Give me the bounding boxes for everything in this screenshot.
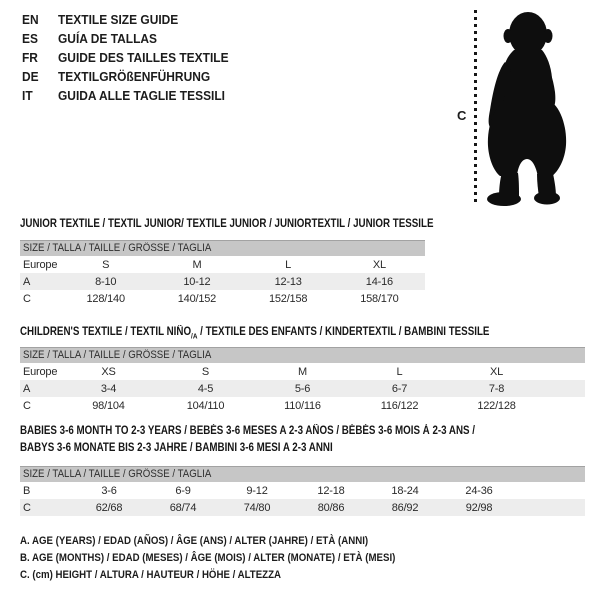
language-label: GUIDE DES TAILLES TEXTILE: [58, 50, 229, 65]
babies-title-line2: BABYS 3-6 MONATE BIS 2-3 JAHRE / BAMBINI 3-6 MESI A 2-3 ANNI: [20, 442, 333, 454]
table-row: [20, 290, 425, 307]
row-label-cell: C: [23, 399, 31, 412]
size-cell: 9-12: [246, 484, 268, 497]
baby-silhouette-icon: [481, 8, 573, 208]
babies-size-table: [20, 466, 585, 516]
size-cell: 12-18: [317, 484, 345, 497]
language-code: DE: [22, 69, 39, 84]
size-cell: 3-6: [101, 484, 117, 497]
footnote-line: [20, 550, 447, 567]
children-table-title: [20, 324, 572, 344]
language-row: [22, 67, 243, 86]
language-row: [22, 10, 243, 29]
footnote-a: A. AGE (YEARS) / EDAD (AÑOS) / ÂGE (ANS) / ALTER (JAHRE) / ETÀ (ANNI): [20, 535, 369, 547]
table-row: [20, 482, 585, 499]
col-header-cell: XL: [489, 365, 504, 378]
language-label: GUIDA ALLE TAGLIE TESSILI: [58, 88, 226, 103]
table-row: [20, 499, 585, 516]
babies-size-grid: [20, 482, 585, 516]
junior-table-title: [20, 216, 506, 233]
size-cell: 86/92: [391, 501, 419, 514]
size-cell: 122/128: [477, 399, 516, 412]
children-size-table: [20, 347, 585, 414]
size-header-bar: [20, 466, 585, 482]
size-cell: 24-36: [465, 484, 493, 497]
row-label-cell: C: [23, 292, 31, 305]
size-header-text: SIZE / TALLA / TAILLE / GRÖSSE / TAGLIA: [23, 468, 212, 480]
col-header-cell: M: [298, 365, 307, 378]
junior-size-grid: [20, 256, 425, 307]
size-header-bar: [20, 347, 585, 363]
size-cell: 14-16: [365, 275, 393, 288]
table-row: [20, 397, 585, 414]
size-cell: 92/98: [465, 501, 493, 514]
footnote-line: [20, 533, 447, 550]
size-cell: 8-10: [95, 275, 117, 288]
height-measure-label: C: [457, 108, 467, 123]
language-code: IT: [22, 88, 33, 103]
language-code: ES: [22, 31, 38, 46]
size-cell: 80/86: [317, 501, 345, 514]
size-header-text: SIZE / TALLA / TAILLE / GRÖSSE / TAGLIA: [23, 349, 212, 361]
spacer-cell: [545, 397, 585, 414]
row-label-cell: Europe: [23, 365, 58, 378]
table-row: [20, 380, 585, 397]
children-title-pre: CHILDREN'S TEXTILE / TEXTIL NIÑO: [20, 326, 192, 338]
size-cell: 116/122: [380, 399, 419, 412]
language-label: TEXTILE SIZE GUIDE: [58, 12, 179, 27]
babies-title-line1: BABIES 3-6 MONTH TO 2-3 YEARS / BEBÉS 3-6 MESES A 2-3 AÑOS / BÉBÉS 3-6 MOIS À 2-3 ANS /: [20, 425, 476, 437]
language-code: FR: [22, 50, 38, 65]
junior-size-table: [20, 240, 425, 307]
col-header-cell: M: [192, 258, 202, 271]
language-row: [22, 48, 243, 67]
col-header-cell: S: [201, 365, 210, 378]
size-cell: 98/104: [92, 399, 125, 412]
row-label-cell: A: [23, 382, 31, 395]
size-cell: 110/116: [284, 399, 321, 412]
babies-table-title: [20, 423, 555, 457]
size-cell: 152/158: [268, 292, 308, 305]
language-label: GUÍA DE TALLAS: [58, 31, 158, 46]
size-cell: 62/68: [95, 501, 123, 514]
table-row: [20, 363, 585, 380]
children-size-grid: [20, 363, 585, 414]
size-cell: 12-13: [274, 275, 302, 288]
footnote-b: B. AGE (MONTHS) / EDAD (MESES) / ÂGE (MOIS) / ALTER (MONATE) / ETÀ (MESI): [20, 552, 396, 564]
language-row: [22, 86, 243, 105]
size-cell: 4-5: [197, 382, 214, 395]
row-label-cell: Europe: [23, 258, 58, 271]
table-row: [20, 256, 425, 273]
children-table-title-text: [20, 324, 489, 344]
size-cell: 6-9: [175, 484, 191, 497]
size-cell: 128/140: [86, 292, 125, 305]
children-title-post: / TEXTILE DES ENFANTS / KINDERTEXTIL / BAMBINI TESSILE: [197, 326, 490, 338]
language-row: [22, 29, 243, 48]
spacer-cell: [545, 363, 585, 380]
col-header-cell: XL: [372, 258, 386, 271]
col-header-cell: L: [285, 258, 292, 271]
footnotes: [20, 533, 447, 584]
size-cell: 68/74: [169, 501, 197, 514]
row-label-cell: B: [23, 484, 31, 497]
language-list: [22, 10, 243, 105]
language-label: TEXTILGRÖßENFÜHRUNG: [58, 69, 211, 84]
table-row: [20, 273, 425, 290]
row-label-cell: C: [23, 501, 31, 514]
footnote-c: C. (cm) HEIGHT / ALTURA / HAUTEUR / HÖHE / ALTEZZA: [20, 569, 282, 581]
size-cell: 74/80: [243, 501, 271, 514]
col-header-cell: L: [396, 365, 403, 378]
size-cell: 6-7: [391, 382, 408, 395]
size-header-text: SIZE / TALLA / TAILLE / GRÖSSE / TAGLIA: [23, 242, 212, 254]
language-code: EN: [22, 12, 39, 27]
col-header-cell: S: [102, 258, 110, 271]
spacer-cell: [516, 499, 585, 516]
spacer-cell: [545, 380, 585, 397]
size-cell: 104/110: [186, 399, 225, 412]
size-cell: 140/152: [177, 292, 217, 305]
junior-table-title-text: JUNIOR TEXTILE / TEXTIL JUNIOR/ TEXTILE JUNIOR / JUNIORTEXTIL / JUNIOR TESSILE: [20, 218, 434, 230]
size-cell: 18-24: [391, 484, 419, 497]
size-cell: 10-12: [183, 275, 211, 288]
col-header-cell: XS: [101, 365, 116, 378]
children-title-sub: /A: [191, 331, 198, 341]
spacer-cell: [516, 482, 585, 499]
size-header-bar: [20, 240, 425, 256]
row-label-cell: A: [23, 275, 31, 288]
size-cell: 7-8: [488, 382, 505, 395]
height-measure-line: [474, 10, 477, 206]
size-cell: 3-4: [100, 382, 117, 395]
size-cell: 158/170: [360, 292, 399, 305]
size-cell: 5-6: [294, 382, 311, 395]
footnote-line: [20, 567, 447, 584]
